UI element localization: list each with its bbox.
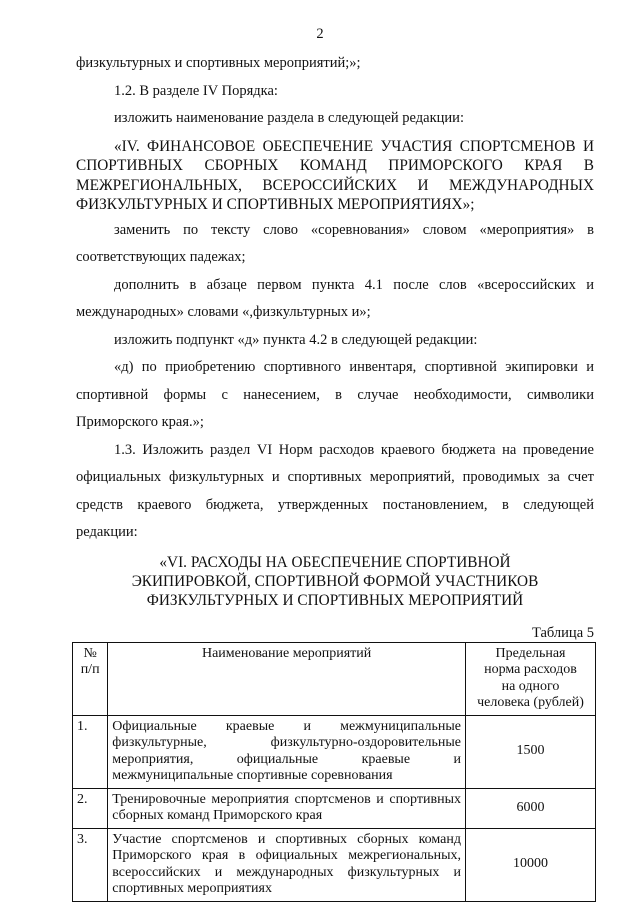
paragraph-1-2: 1.2. В разделе IV Порядка:	[114, 82, 278, 99]
paragraph-replace-word: заменить по тексту слово «соревнования» словом «мероприятия» в соответствующих падежах;	[76, 221, 594, 265]
header-norm-line: человека (рублей)	[477, 695, 584, 710]
header-norm-line: норма расходов	[484, 662, 577, 677]
row-name: Официальные краевые и межмуниципальные физкультурные, физкультурно-оздоровительные мероприятия, официальные краевые и межмуниципальные спортивные соревнования	[108, 715, 466, 788]
table-row	[73, 715, 596, 788]
paragraph-section-iv-title: «IV. ФИНАНСОВОЕ ОБЕСПЕЧЕНИЕ УЧАСТИЯ СПОРТСМЕНОВ И СПОРТИВНЫХ СБОРНЫХ КОМАНД ПРИМОРСКОГО КРАЯ В МЕЖРЕГИОНАЛЬНЫХ, ВСЕРОССИЙСКИХ И МЕЖДУНАРОДНЫХ ФИЗКУЛЬТУРНЫХ И СПОРТИВНЫХ МЕРОПРИЯТИЯХ»;	[76, 137, 594, 213]
header-norm-line: Предельная	[495, 645, 566, 661]
paragraph-rename-section: изложить наименование раздела в следующей редакции:	[114, 110, 464, 126]
paragraph-subitem-d: изложить подпункт «д» пункта 4.2 в следующей редакции:	[114, 331, 478, 348]
paragraph-subitem-d-text: «д) по приобретению спортивного инвентаря, спортивной экипировки и спортивной формы с нанесением, в случае необходимости, символики Приморского края.»;	[76, 359, 594, 430]
table-header-row	[73, 642, 596, 715]
paragraph-continuation: физкультурных и спортивных мероприятий;»;	[76, 55, 361, 71]
row-number: 1.	[73, 715, 108, 788]
paragraph-1-3: 1.3. Изложить раздел VI Норм расходов краевого бюджета на проведение официальных физкультурных и спортивных мероприятий, проводимых за счет средств краевого бюджета, утвержденных постановлением, в следующей редакции:	[76, 441, 594, 540]
row-norm: 1500	[466, 715, 596, 788]
header-number	[73, 642, 108, 715]
row-norm: 6000	[466, 788, 596, 828]
heading-line: ФИЗКУЛЬТУРНЫХ И СПОРТИВНЫХ МЕРОПРИЯТИЙ	[146, 591, 524, 609]
section-vi-heading	[76, 553, 594, 610]
expense-norms-table	[72, 642, 596, 902]
row-number: 3.	[73, 828, 108, 901]
table-row	[73, 788, 596, 828]
page-number: 2	[316, 26, 324, 42]
header-name: Наименование мероприятий	[108, 642, 466, 715]
header-number-line: п/п	[80, 662, 100, 677]
heading-line: ЭКИПИРОВКОЙ, СПОРТИВНОЙ ФОРМОЙ УЧАСТНИКОВ	[131, 572, 539, 590]
document-body	[76, 50, 594, 902]
table-row	[73, 828, 596, 901]
row-name: Тренировочные мероприятия спортсменов и спортивных сборных команд Приморского края	[108, 788, 466, 828]
header-norm-line: на одного	[501, 678, 560, 694]
header-norm	[466, 642, 596, 715]
table-caption: Таблица 5	[531, 624, 594, 641]
header-number-line: №	[83, 645, 97, 661]
row-name: Участие спортсменов и спортивных сборных команд Приморского края в официальных межрегиональных, всероссийских и международных физкультурных и спортивных мероприятиях	[108, 828, 466, 901]
row-norm: 10000	[466, 828, 596, 901]
paragraph-add-words: дополнить в абзаце первом пункта 4.1 после слов «всероссийских и международных» словами «,физкультурных и»;	[76, 276, 594, 320]
row-number: 2.	[73, 788, 108, 828]
heading-line: «VI. РАСХОДЫ НА ОБЕСПЕЧЕНИЕ СПОРТИВНОЙ	[159, 553, 511, 571]
